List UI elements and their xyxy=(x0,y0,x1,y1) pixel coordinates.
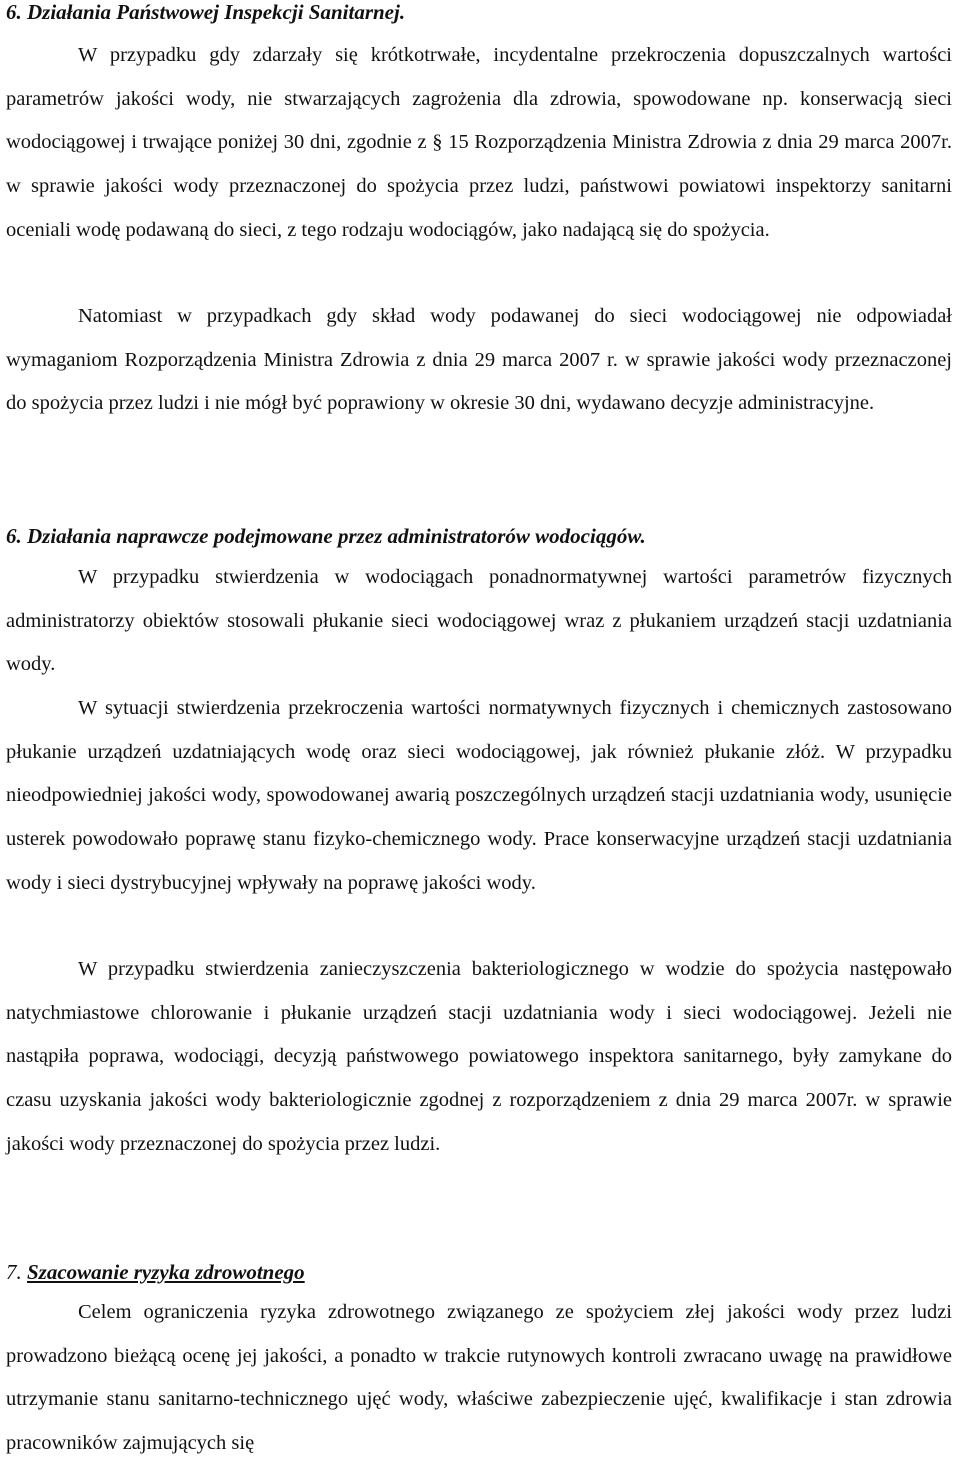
section-6-heading: 6. Działania Państwowej Inspekcji Sanitarnej. xyxy=(6,0,406,24)
section-6b-paragraph-1: W przypadku stwierdzenia w wodociągach ponadnormatywnej wartości parametrów fizycznych administratorzy obiektów stosowali płukanie sieci wodociągowej wraz z płukaniem urządzeń stacji uzdatniania wody. xyxy=(6,566,952,676)
section-6b-paragraph-3: W przypadku stwierdzenia zanieczyszczenia bakteriologicznego w wodzie do spożycia następowało natychmiastowe chlorowanie i płukanie urządzeń stacji uzdatniania wody i sieci wodociągowej. Jeżeli nie nastąpiła poprawa, wodociągi, decyzją państwowego powiatowego inspektora sanitarnego, były zamykane do czasu uzyskania jakości wody bakteriologicznie zgodnej z rozporządzeniem z dnia 29 marca 2007r. w sprawie jakości wody przeznaczonej do spożycia przez ludzi. xyxy=(6,958,952,1155)
section-7-heading xyxy=(6,1260,305,1285)
section-6b-paragraph-2: W sytuacji stwierdzenia przekroczenia wartości normatywnych fizycznych i chemicznych zastosowano płukanie urządzeń uzdatniających wodę oraz sieci wodociągowej, jak również płukanie złóż. W przypadku nieodpowiedniej jakości wody, spowodowanej awarią poszczególnych urządzeń stacji uzdatniania wody, usunięcie usterek powodowało poprawę stanu fizyko-chemicznego wody. Prace konserwacyjne urządzeń stacji uzdatniania wody i sieci dystrybucyjnej wpływały na poprawę jakości wody. xyxy=(6,697,952,894)
section-7-number: 7. xyxy=(6,1260,22,1284)
section-6-paragraph-2: Natomiast w przypadkach gdy skład wody podawanej do sieci wodociągowej nie odpowiadał wymaganiom Rozporządzenia Ministra Zdrowia z dnia 29 marca 2007 r. w sprawie jakości wody przeznaczonej do spożycia przez ludzi i nie mógł być poprawiony w okresie 30 dni, wydawano decyzje administracyjne. xyxy=(6,305,952,415)
section-7-title: Szacowanie ryzyka zdrowotnego xyxy=(27,1260,305,1284)
section-7-paragraph-1: Celem ograniczenia ryzyka zdrowotnego związanego ze spożyciem złej jakości wody przez ludzi prowadzono bieżącą ocenę jej jakości, a ponadto w trakcie rutynowych kontroli zwracano uwagę na prawidłowe utrzymanie stanu sanitarno-technicznego ujęć wody, właściwe zabezpieczenie ujęć, kwalifikacje i stan zdrowia pracowników zajmujących się xyxy=(6,1301,952,1455)
section-6b-heading: 6. Działania naprawcze podejmowane przez administratorów wodociągów. xyxy=(6,524,646,548)
section-6-paragraph-1: W przypadku gdy zdarzały się krótkotrwałe, incydentalne przekroczenia dopuszczalnych wartości parametrów jakości wody, nie stwarzających zagrożenia dla zdrowia, spowodowane np. konserwacją sieci wodociągowej i trwające poniżej 30 dni, zgodnie z § 15 Rozporządzenia Ministra Zdrowia z dnia 29 marca 2007r. w sprawie jakości wody przeznaczonej do spożycia przez ludzi, państwowi powiatowi inspektorzy sanitarni oceniali wodę podawaną do sieci, z tego rodzaju wodociągów, jako nadającą się do spożycia. xyxy=(6,44,952,241)
